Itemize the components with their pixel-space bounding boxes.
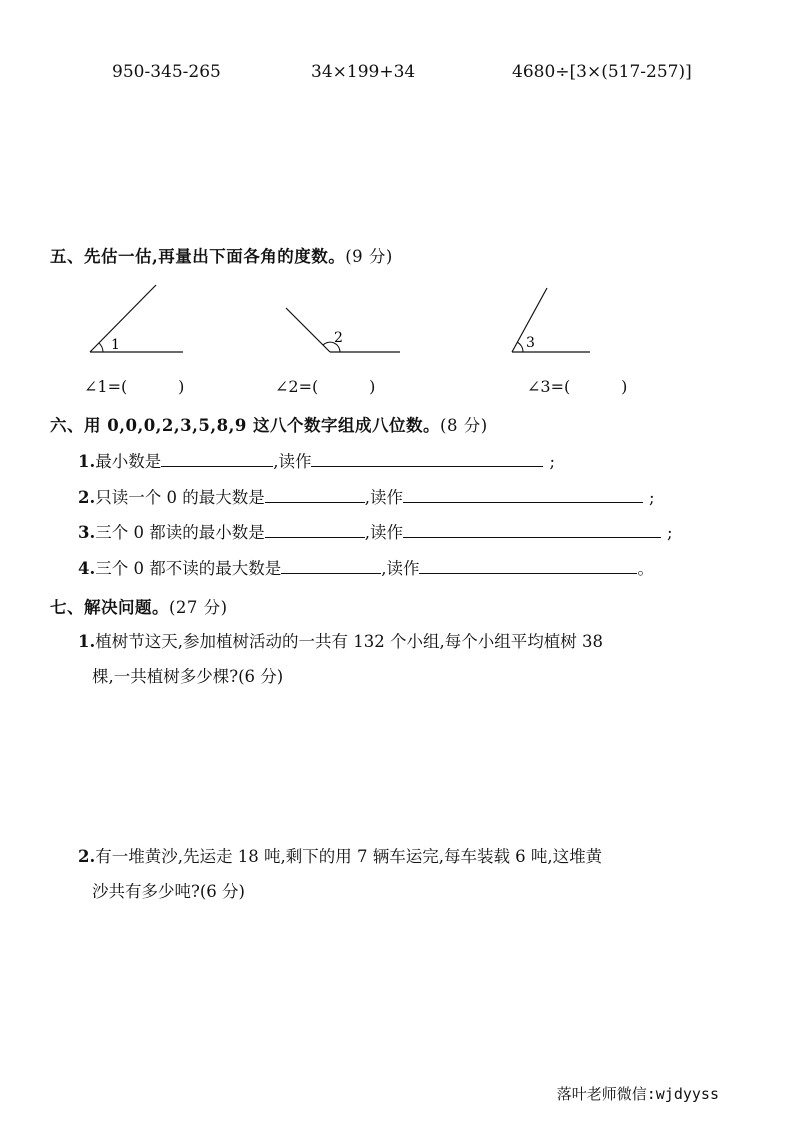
item-1-number: 1. bbox=[78, 452, 96, 471]
item-3-number: 3. bbox=[78, 523, 96, 542]
item-2-text: 只读一个 0 的最大数是 bbox=[95, 488, 265, 507]
angle-3-answer[interactable]: ∠3=( ) bbox=[527, 377, 628, 396]
section-6-item-1 bbox=[78, 448, 555, 472]
angles-figure bbox=[0, 275, 799, 365]
problem-2-number: 2. bbox=[78, 847, 96, 866]
section-6-points: (8 分) bbox=[440, 416, 488, 435]
angle-1-figure bbox=[90, 285, 183, 353]
problem-1-line-2: 棵,一共植树多少棵?(6 分) bbox=[92, 667, 284, 686]
problem-1-line-1 bbox=[78, 628, 603, 652]
item-1-reading-blank[interactable] bbox=[311, 449, 543, 467]
expression-3: 4680÷[3×(517-257)] bbox=[512, 62, 692, 82]
item-2-number-blank[interactable] bbox=[265, 485, 365, 503]
angle-1-answer[interactable]: ∠1=( ) bbox=[84, 377, 185, 396]
angle-2-label: 2 bbox=[334, 330, 343, 346]
angle-1-label: 1 bbox=[111, 337, 120, 353]
item-4-number-blank[interactable] bbox=[281, 556, 381, 574]
section-6-item-2 bbox=[78, 484, 655, 508]
angle-3-label: 3 bbox=[526, 335, 535, 351]
section-7-points: (27 分) bbox=[169, 598, 228, 617]
section-6-item-3 bbox=[78, 519, 673, 543]
section-7-title bbox=[50, 594, 228, 618]
item-4-text: 三个 0 都不读的最大数是 bbox=[95, 559, 282, 578]
footer-contact: 落叶老师微信:wjdyyss bbox=[556, 1085, 719, 1103]
item-3-end-mark: ; bbox=[666, 523, 673, 542]
item-3-number-blank[interactable] bbox=[265, 520, 365, 538]
section-6-title-text: 六、用 0,0,0,2,3,5,8,9 这八个数字组成八位数。 bbox=[50, 416, 441, 435]
problem-1-answer-area[interactable] bbox=[92, 700, 712, 830]
item-2-number: 2. bbox=[78, 488, 96, 507]
expression-1: 950-345-265 bbox=[112, 62, 221, 82]
section-5-title bbox=[50, 243, 393, 267]
angle-2-answer[interactable]: ∠2=( ) bbox=[275, 377, 376, 396]
item-1-read-label: ,读作 bbox=[273, 452, 312, 471]
problem-1-text-1: 植树节这天,参加植树活动的一共有 132 个小组,每个小组平均植树 38 bbox=[95, 632, 603, 651]
expression-2: 34×199+34 bbox=[311, 62, 416, 82]
item-1-number-blank[interactable] bbox=[161, 449, 273, 467]
item-3-reading-blank[interactable] bbox=[403, 520, 661, 538]
section-5-title-text: 五、先估一估,再量出下面各角的度数。 bbox=[50, 247, 346, 266]
section-6-title bbox=[50, 412, 488, 436]
problem-2-line-1 bbox=[78, 843, 602, 867]
item-2-end-mark: ; bbox=[648, 488, 655, 507]
problem-2-line-2: 沙共有多少吨?(6 分) bbox=[92, 882, 245, 901]
angle-2-figure bbox=[286, 308, 400, 352]
section-5-points: (9 分) bbox=[345, 247, 393, 266]
item-4-read-label: ,读作 bbox=[381, 559, 420, 578]
problem-1-number: 1. bbox=[78, 632, 96, 651]
item-1-end-mark: ; bbox=[549, 452, 556, 471]
item-3-text: 三个 0 都读的最小数是 bbox=[95, 523, 265, 542]
item-4-number: 4. bbox=[78, 559, 96, 578]
item-4-end-mark: 。 bbox=[637, 559, 654, 578]
item-1-text: 最小数是 bbox=[95, 452, 162, 471]
item-4-reading-blank[interactable] bbox=[419, 556, 637, 574]
problem-2-text-1: 有一堆黄沙,先运走 18 吨,剩下的用 7 辆车运完,每车装载 6 吨,这堆黄 bbox=[95, 847, 603, 866]
item-2-reading-blank[interactable] bbox=[403, 485, 643, 503]
angle-3-figure bbox=[512, 288, 590, 352]
section-6-item-4 bbox=[78, 555, 654, 579]
problem-2-answer-area[interactable] bbox=[92, 915, 712, 1065]
item-3-read-label: ,读作 bbox=[364, 523, 403, 542]
section-7-title-text: 七、解决问题。 bbox=[50, 598, 169, 617]
item-2-read-label: ,读作 bbox=[364, 488, 403, 507]
